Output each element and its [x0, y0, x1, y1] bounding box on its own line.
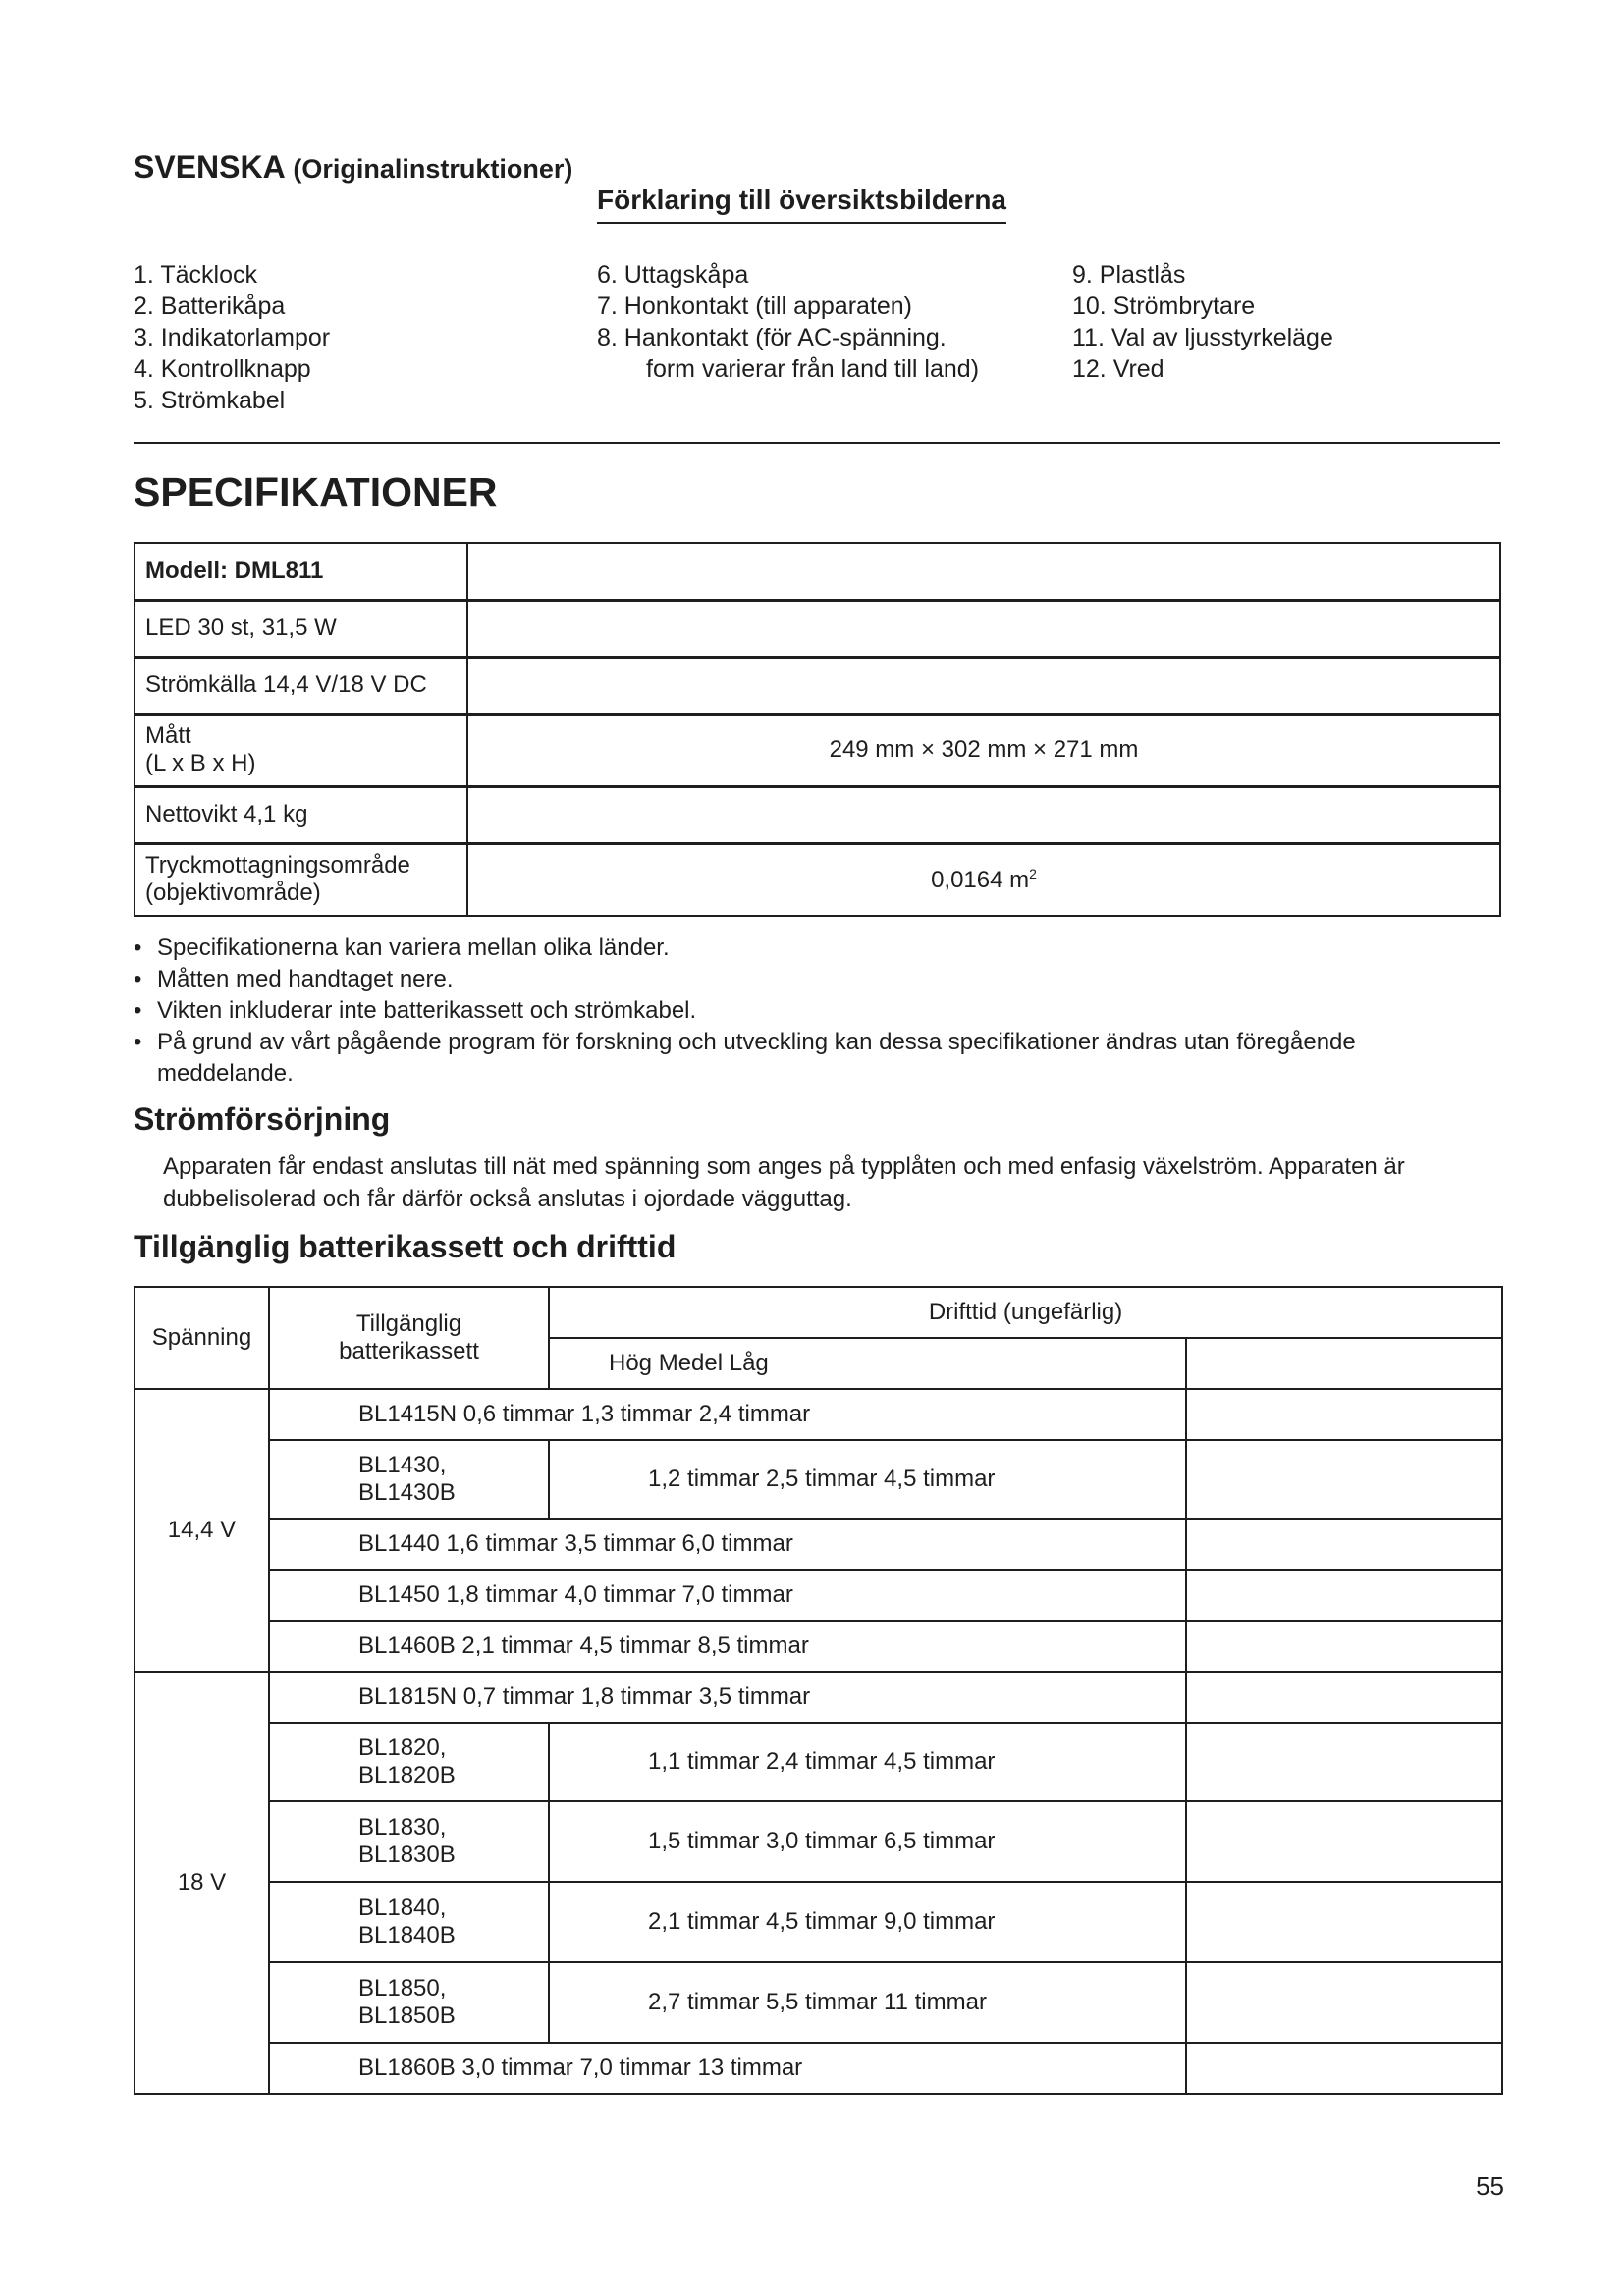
spec-row	[135, 843, 1500, 916]
spec-label-line: (objektivområde)	[145, 880, 321, 907]
empty-cell	[1186, 1723, 1502, 1801]
spec-row	[135, 714, 1500, 786]
battery-name: BL1850B	[358, 2002, 456, 2029]
spec-label: Nettovikt 4,1 kg	[135, 786, 467, 843]
battery-name-cell	[269, 1882, 549, 1962]
language-label: SVENSKA	[134, 149, 285, 185]
spec-value	[467, 843, 1500, 916]
voltage-cell: 14,4 V	[135, 1389, 269, 1672]
battery-name: BL1820B	[358, 1762, 456, 1789]
battery-name-cell	[269, 1723, 549, 1801]
battery-name: BL1840,	[358, 1895, 447, 1921]
battery-times: 1,5 timmar 3,0 timmar 6,5 timmar	[549, 1801, 1186, 1882]
battery-single-row-text: BL1815N 0,7 timmar 1,8 timmar 3,5 timmar	[269, 1672, 1186, 1723]
battery-name: BL1820,	[358, 1735, 447, 1761]
legend-item: 10. Strömbrytare	[1072, 293, 1256, 320]
legend-item: 5. Strömkabel	[134, 387, 286, 414]
empty-cell	[1186, 1962, 1502, 2043]
spec-row	[135, 786, 1500, 843]
section-divider	[134, 442, 1500, 444]
battery-name: BL1850,	[358, 1975, 447, 2002]
battery-single-row-text: BL1860B 3,0 timmar 7,0 timmar 13 timmar	[269, 2043, 1186, 2094]
battery-name: BL1830B	[358, 1842, 456, 1868]
spec-row	[135, 657, 1500, 714]
power-supply-text: Apparaten får endast anslutas till nät med spänning som anges på typplåten och med enfasig växelström. Apparaten är dubbelisolerad och får därför också anslutas i ojordade vägguttag.	[163, 1153, 1405, 1212]
specifications-table	[134, 542, 1501, 917]
empty-cell	[1186, 1519, 1502, 1570]
battery-single-row-text: BL1415N 0,6 timmar 1,3 timmar 2,4 timmar	[269, 1389, 1186, 1440]
battery-times: 2,7 timmar 5,5 timmar 11 timmar	[549, 1962, 1186, 2043]
empty-cell	[1186, 1621, 1502, 1672]
empty-cell	[1186, 1389, 1502, 1440]
battery-row	[135, 2043, 1502, 2094]
legend-item: 7. Honkontakt (till apparaten)	[597, 293, 913, 320]
cartridge-header-line: Tillgänglig	[355, 1310, 462, 1337]
battery-title: Tillgänglig batterikassett och drifttid	[134, 1229, 677, 1264]
note-item: • Måtten med handtaget nere.	[134, 964, 1508, 995]
legend-item: 11. Val av ljusstyrkeläge	[1072, 324, 1333, 351]
battery-name-cell	[269, 1801, 549, 1882]
spec-value	[467, 600, 1500, 657]
battery-name-cell	[269, 1440, 549, 1519]
battery-row	[135, 1882, 1502, 1962]
spec-label	[135, 843, 467, 916]
battery-row	[135, 1621, 1502, 1672]
page-number: 55	[1476, 2171, 1504, 2201]
battery-row	[135, 1801, 1502, 1882]
battery-times: 2,1 timmar 4,5 timmar 9,0 timmar	[549, 1882, 1186, 1962]
battery-row	[135, 1389, 1502, 1440]
spec-label-line: Mått	[145, 722, 191, 749]
explanation-title: Förklaring till översiktsbilderna	[597, 185, 1006, 224]
spec-label-line: Tryckmottagningsområde	[145, 852, 410, 880]
battery-row	[135, 1723, 1502, 1801]
battery-row	[135, 1440, 1502, 1519]
cartridge-header-line: batterikassett	[339, 1338, 479, 1364]
battery-row	[135, 1570, 1502, 1621]
battery-name: BL1830,	[358, 1814, 447, 1841]
spec-row	[135, 543, 1500, 600]
legend-item: 4. Kontrollknapp	[134, 355, 311, 383]
battery-header-row	[135, 1287, 1502, 1338]
battery-single-row-text: BL1440 1,6 timmar 3,5 timmar 6,0 timmar	[269, 1519, 1186, 1570]
note-item: • Specifikationerna kan variera mellan olika länder.	[134, 933, 1508, 964]
legend-item: 1. Täcklock	[134, 261, 257, 289]
battery-times: 1,1 timmar 2,4 timmar 4,5 timmar	[549, 1723, 1186, 1801]
cartridge-header	[269, 1287, 549, 1389]
empty-cell	[1186, 2043, 1502, 2094]
legend-item: 2. Batterikåpa	[134, 293, 286, 320]
legend-item: 8. Hankontakt (för AC-spänning.	[597, 324, 947, 351]
battery-single-row-text: BL1450 1,8 timmar 4,0 timmar 7,0 timmar	[269, 1570, 1186, 1621]
legend-column-3	[1072, 259, 1333, 385]
battery-single-row-text: BL1460B 2,1 timmar 4,5 timmar 8,5 timmar	[269, 1621, 1186, 1672]
legend-column-1	[134, 259, 330, 416]
legend-item: 6. Uttagskåpa	[597, 261, 749, 289]
mode-header: Hög Medel Låg	[549, 1338, 1186, 1389]
legend-item: 9. Plastlås	[1072, 261, 1186, 289]
empty-cell	[1186, 1672, 1502, 1723]
runtime-header: Drifttid (ungefärlig)	[549, 1287, 1502, 1338]
spec-row	[135, 600, 1500, 657]
voltage-cell: 18 V	[135, 1672, 269, 2094]
battery-times: 1,2 timmar 2,5 timmar 4,5 timmar	[549, 1440, 1186, 1519]
area-unit-exponent: 2	[1029, 865, 1037, 881]
battery-name: BL1840B	[358, 1922, 456, 1949]
battery-name-cell	[269, 1962, 549, 2043]
spec-value	[467, 786, 1500, 843]
battery-row	[135, 1962, 1502, 2043]
empty-cell	[1186, 1882, 1502, 1962]
spec-value: 249 mm × 302 mm × 271 mm	[467, 714, 1500, 786]
note-item: • Vikten inkluderar inte batterikassett och strömkabel.	[134, 995, 1508, 1027]
voltage-header: Spänning	[135, 1287, 269, 1389]
note-item: • På grund av vårt pågående program för forskning och utveckling kan dessa specifikationer ändras utan föregående meddelande.	[134, 1027, 1508, 1090]
battery-row	[135, 1672, 1502, 1723]
specifications-title: SPECIFIKATIONER	[134, 469, 498, 514]
battery-name: BL1430,	[358, 1452, 447, 1478]
legend-item: form varierar från land till land)	[646, 355, 980, 383]
battery-table	[134, 1286, 1503, 2095]
empty-cell	[1186, 1801, 1502, 1882]
spec-label: Modell: DML811	[135, 543, 467, 600]
spec-label: Strömkälla 14,4 V/18 V DC	[135, 657, 467, 714]
spec-label: LED 30 st, 31,5 W	[135, 600, 467, 657]
empty-cell	[1186, 1440, 1502, 1519]
spec-notes	[134, 933, 1508, 1090]
empty-cell	[1186, 1570, 1502, 1621]
spec-label	[135, 714, 467, 786]
power-supply-title: Strömförsörjning	[134, 1101, 391, 1137]
empty-cell	[1186, 1338, 1502, 1389]
language-heading	[134, 149, 572, 186]
language-subtitle: (Originalinstruktioner)	[293, 154, 573, 184]
spec-value	[467, 657, 1500, 714]
legend-column-2	[597, 259, 979, 385]
spec-value	[467, 543, 1500, 600]
spec-label-line: (L x B x H)	[145, 750, 256, 776]
battery-name: BL1430B	[358, 1479, 456, 1506]
battery-row	[135, 1519, 1502, 1570]
legend-item: 12. Vred	[1072, 355, 1164, 383]
area-value: 0,0164 m	[931, 866, 1030, 893]
legend-item: 3. Indikatorlampor	[134, 324, 331, 351]
